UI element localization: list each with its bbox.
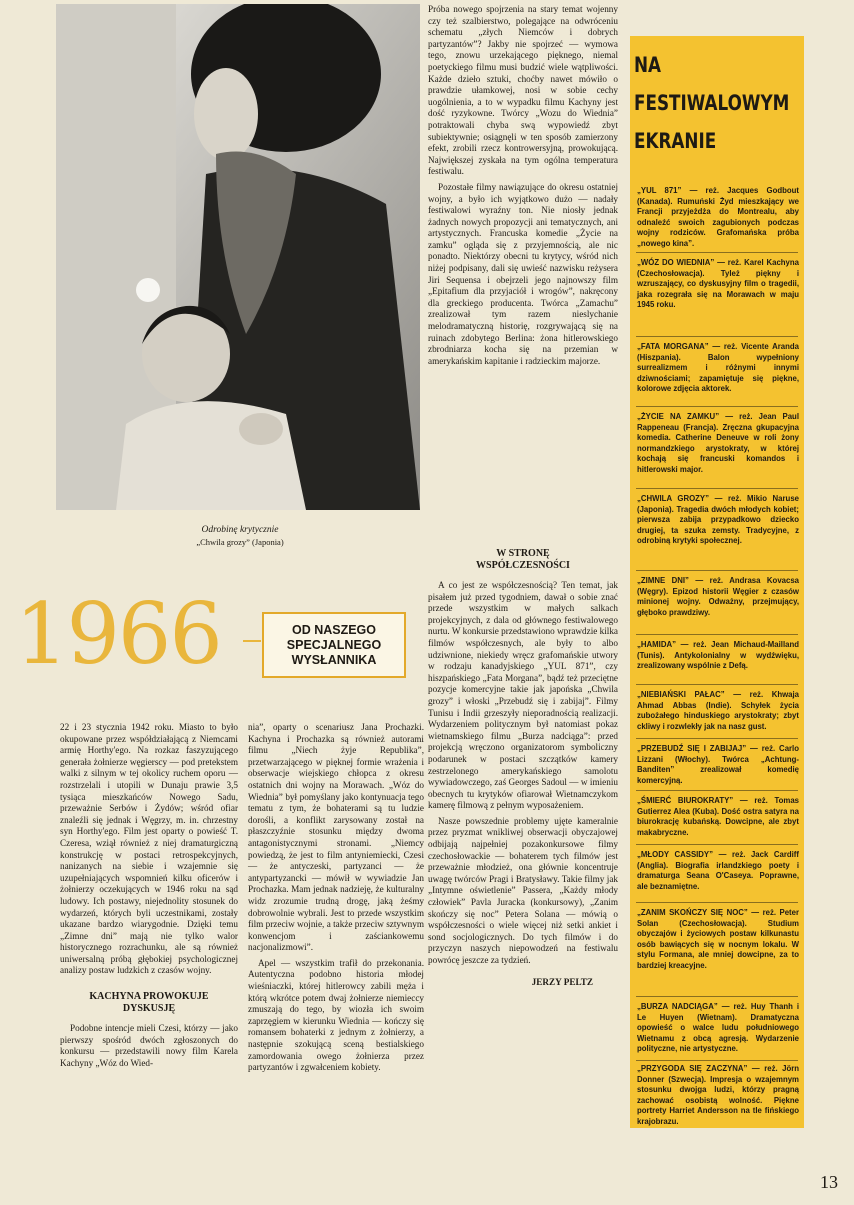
divider [243, 640, 261, 642]
film-entry: „MŁODY CASSIDY” — reż. Jack Cardiff (Anglia). Biografia irlandzkiego poety i dramaturga Seana O'Caseya. Poprawne, ale beznamiętne. [637, 850, 799, 891]
article-column-b [248, 722, 424, 1074]
film-entry: „HAMIDA” — reż. Jean Michaud-Mailland (Tunis). Antykolonialny w wydźwięku, zrealizowany wspólnie z Defą. [637, 640, 799, 671]
headline-banner [262, 612, 406, 678]
paragraph: nia”, oparty o scenariusz Jana Prochazki. Kachyna i Prochazka są również autorami filmu „Niech żyje Republika”, przetwarzającego w pięknej formie wrażenia i obserwacje wiejskiego chłopca z okresu ostatnich dni wojny na Morawach. „Wóz do Wiednia” był pomyślany jako kontynuacja tego tematu z tym, że bohaterami są tu ludzie dorośli, a konflikt zarysowany został na płaszczyźnie stosunku między dwoma antagonistycznymi stronami. „Niemcy powiedzą, że jest to film antyniemiecki, Czesi — że antyczeski, partyzanci — że antypartyzancki — mówił w wywiadzie Jan Prochazka. Mam jednak nadzieję, że kulturalny widz zrozumie trudną drogę, jaką żeśmy dobrowolnie wybrali. Jest to przede wszystkim film przeciw wojnie, a także przeciw sztywnym konwencjom i zaściankowemu nacjonalizmowi”. [248, 722, 424, 953]
article-column-right-bottom [428, 548, 618, 988]
paragraph: Podobne intencje mieli Czesi, którzy — jako pierwszy spośród dwóch zgłoszonych do konkursu — przedstawili nowy film Karela Kachyny „Wóz do Wied- [60, 1023, 238, 1068]
film-entry: „PRZYGODA SIĘ ZACZYNA” — reż. Jörn Donner (Szwecja). Impresja o wzajemnym stosunku dwojga ludzi, którzy pragną zachować osobistą wolność. Piękne portrety Harriet Andersson na tle fińskiego krajobrazu. [637, 1064, 799, 1126]
film-entry: „CHWILA GROZY” — reż. Mikio Naruse (Japonia). Tragedia dwóch młodych kobiet; pierwsza zabija przypadkowo dziecko drugiej, ta szuka zemsty. Tradycyjne, z odrobiną krytyki społecznej. [637, 494, 799, 546]
festival-sidebar [630, 36, 804, 1128]
film-entry: „YUL 871” — reż. Jacques Godbout (Kanada). Rumuński Żyd mieszkający we Francji przyjeżdża do Montrealu, aby odnaleźć swoich zagubionych podczas wojny rodziców. Grafomańska próba „nowego kina”. [637, 186, 799, 248]
section-heading: KACHYNA PROWOKUJE DYSKUSJĘ [89, 991, 209, 1015]
section-heading: W STRONĘ WSPÓŁCZESNOŚCI [476, 548, 570, 571]
divider [636, 488, 798, 489]
divider [636, 996, 798, 997]
film-entry: „ZIMNE DNI” — reż. Andrasa Kovacsa (Węgry). Epizod historii Węgier z czasów minionej wojny. Odważny, przejmujący, głęboko prawdziwy. [637, 576, 799, 617]
paragraph: Próba nowego spojrzenia na stary temat wojenny czy też szalbierstwo, polegające na odwróceniu schematu „złych Niemców i dobrych partyzantów”? Jakby nie spojrzeć — wymowa tego, znowu urzekającego pięknego, niemal poetyckiego filmu musi budzić wiele wątpliwości. Każde dzieło sztuki, choćby nawet mówiło o prawdzie ułamkowej, nosi w sobie cechy uogólnienia, a to w wypadku filmu Kachyny jest dość ryzykowne. Twórcy „Wozu do Wiednia” potraktowali chyba swą wypowiedź zbyt subiektywnie; osiągnęli w ten sposób zamierzony efekt, zrobili rzecz kontrowersyjną, prowokującą. Największej zyskała na tym ogólna temperatura festiwalu. [428, 4, 618, 177]
paragraph: Nasze powszednie problemy ujęte kameralnie przez pryzmat wnikliwej obserwacji obyczajowej odbijają najpełniej pozakonkursowe filmy czechosłowackie — bohaterem tych filmów jest przeważnie młodzież, ona głównie koncentruje uwagę twórców Pragi i Bratysławy. Takie filmy jak „Intymne oświetlenie” Passera, „Każdy młody człowiek” Pavla Juracka (konkursowy), „Zanim skończy się noc” Petera Solana — mówią o współczesności o wiele więcej niż setki ankiet i sond socjologicznych. Do tych filmów i do przyczyn naszych niepowodzeń na festiwalu powrócę jeszcze za tydzień. [428, 815, 618, 965]
caption-line-2: „Chwila grozy” (Japonia) [196, 537, 284, 547]
banner-line: OD NASZEGO [291, 622, 377, 637]
film-entry: „WÓZ DO WIEDNIA” — reż. Karel Kachyna (Czechosłowacja). Tyleż piękny i wzruszający, co dyskusyjny film o tragedii, jaka rozegrała się na Morawach w maju 1945 roku. [637, 258, 799, 310]
sidebar-title-line: NA [634, 53, 662, 77]
film-entry: „NIEBIAŃSKI PAŁAC” — reż. Khwaja Ahmad Abbas (Indie). Schyłek życia zubożałego hinduskiego arystokraty; zbyt ckliwy i rozwlekły jak na nasz gust. [637, 690, 799, 731]
caption-line-1: Odrobinę krytycznie [201, 525, 279, 535]
divider [636, 336, 798, 337]
film-entry: „PRZEBUDŹ SIĘ I ZABIJAJ” — reż. Carlo Lizzani (Włochy). Twórca „Achtung-Banditen” zrealizował komedię komercyjną. [637, 744, 799, 785]
paragraph: Pozostałe filmy nawiązujące do okresu ostatniej wojny, a było ich wyjątkowo dużo — nadały festiwalowi wyraźny ton. Nie niosły jednak żadnych nowych propozycji ani tematycznych, ani artystycznych. Francuska komedie „Życie na zamku” ogląda się z przyjemnością, ale nic ponadto. Niektórzy obecni tu krytycy, wśród nich niżej podpisany, dali się uwieść nazwisku reżysera Jiri Sequensa i obejrzeli jego najnowszy film „Epitafium dla przyjaciół i wrogów”, nakręcony dla greckiego producenta. Twórca „Zamachu” zrealizował tym razem nieslychanie melodramatyczną historię, rozgrywającą się na ruinach zdobytego Berlina: żona hitlerowskiego zbrodniarza kocha się na przemian w amerykańskim kapitanie i radzieckim majorze. [428, 181, 618, 366]
author-signature: JERZY PELTZ [531, 976, 593, 987]
paragraph: A co jest ze współczesnością? Ten temat, jak pisałem już przed tygodniem, dawał o sobie znać przede wszystkim w małych salkach projekcyjnych, z dala od głównego festiwalowego nurtu. W konkursie przedstawiono wprawdzie kilka filmów współczesnych, ale były to albo udziwnione, niekiedy wręcz grafomańskie utwory w rodzaju kanadyjskiego „YUL 871”, czy hiszpańskiego „Fata Morgana”, bądź też przeciętne pozycje komercyjne takie jak japońska „Chwila grozy” i włoski „Przebudź się i zabijaj”. Filmy Tunisu i Indii grzeszyły nieporadnością realizacji. Wydarzeniem politycznym był natomiast pokaz wietnamskiego filmu „Burza nadciąga”: przed projekcją wręczono organizatorom symboliczny podarunek w postaci szczątków kamery zestrzelonego amerykańskiego samolotu wywiadowczego, zaś Georges Sadoul — w imieniu obecnych tu krytyków ofiarował Wietnamczykom kamerę filmową z pełnym wyposażeniem. [428, 580, 618, 811]
paragraph: 22 i 23 stycznia 1942 roku. Miasto to było okupowane przez współdziałającą z Niemcami armię Horthy'ego. Na rozkaz faszyzującego generała żołnierze węgierscy — pod pretekstem walki z silnym w tej okolicy ruchem oporu — rozstrzelali i utopili w Dunaju prawie 3,5 tysiąca mieszkańców Nowego Sadu, przeważnie Serbów i Żydów; wśród ofiar znaleźli się jednak i Węgrzy, m. in. chrzestny syn Horthy'ego. Film jest oparty o powieść T. Czeresa, wziął również z niej dramaturgiczną konstrukcję w postaci retrospekcyjnych, nanizanych na siebie i wzajemnie się uzupełniających wspomnień kilku oficerów i żołnierzy oczekujących w 1946 roku na sąd ludowy. Ich postawy, niejednolity stosunek do wydarzeń, których byli uczestnikami, zostały ukazane bardzo wiarygodnie. Dzięki temu „Zimne dni” mają nie tylko walor historycznego rozrachunku, ale są również uniwersalną próbą głębokiej psychologicznej analizy postaw ludzkich z czasów wojny. [60, 722, 238, 976]
film-entry: „ŚMIERĆ BIUROKRATY” — reż. Tomas Gutierrez Alea (Kuba). Dość ostra satyra na biurokrację kubańską. Dowcipne, ale zbyt makabryczne. [637, 796, 799, 837]
sidebar-title [634, 46, 789, 160]
divider [636, 634, 798, 635]
divider [636, 252, 798, 253]
divider [636, 844, 798, 845]
article-column-a [60, 722, 238, 1069]
sidebar-title-line: EKRANIE [634, 129, 717, 153]
banner-line: SPECJALNEGO [286, 637, 382, 652]
article-column-right-top [428, 4, 618, 367]
banner-line: WYSŁANNIKA [291, 652, 377, 667]
film-entry: „FATA MORGANA” — reż. Vicente Aranda (Hiszpania). Balon wypełniony surrealizmem i różnymi innymi dziwnościami; zapamiętuje się piękne, kolorowe zdjęcia aktorek. [637, 342, 799, 394]
divider [636, 1060, 798, 1061]
photo-caption [175, 524, 305, 548]
divider [636, 406, 798, 407]
page-number: 13 [820, 1172, 838, 1192]
film-entry: „BURZA NADCIĄGA” — reż. Huy Thanh i Le Huyen (Wietnam). Dramatyczna opowieść o walce ludu południowego Wietnamu z obcą agresją. Wydarzenie polityczne, nie artystyczne. [637, 1002, 799, 1054]
film-entry: „ZANIM SKOŃCZY SIĘ NOC” — reż. Peter Solan (Czechosłowacja). Studium obyczajów i życiowych postaw kilkunastu osób bawiących się w nocnym lokalu. W stylu Formana, ale mniej dowcipne, za to bardziej kreacyjne. [637, 908, 799, 970]
divider [636, 570, 798, 571]
film-entry: „ŻYCIE NA ZAMKU” — reż. Jean Paul Rappeneau (Francja). Zręczna gkupacyjna komedia. Catherine Deneuve w roli żony normandzkiego arystokraty, w której kochają się francuski komandos i hitlerowski major. [637, 412, 799, 474]
headline-year: 1966 [15, 585, 221, 683]
film-still-photo [56, 4, 420, 510]
divider [636, 684, 798, 685]
photo-illustration [56, 4, 420, 510]
paragraph: Apel — wszystkim trafił do przekonania. Autentyczna podobno historia młodej wieśniaczki, której hitlerowcy zabili męża i którą wkrótce potem dwaj żołnierze niemieccy zmuszają do tego, by wiozła ich swoim zaprzęgiem w kierunku Wiednia — kończy się romansem bohaterki z jednym z żołnierzy, a następnie szokującą sceną bestialskiego zamordowania owego żołnierza przez partyzantów i zgwałceniem kobiety. [248, 957, 424, 1073]
sidebar-title-line: FESTIWALOWYM [634, 91, 790, 115]
divider [636, 790, 798, 791]
divider [636, 738, 798, 739]
divider [636, 902, 798, 903]
